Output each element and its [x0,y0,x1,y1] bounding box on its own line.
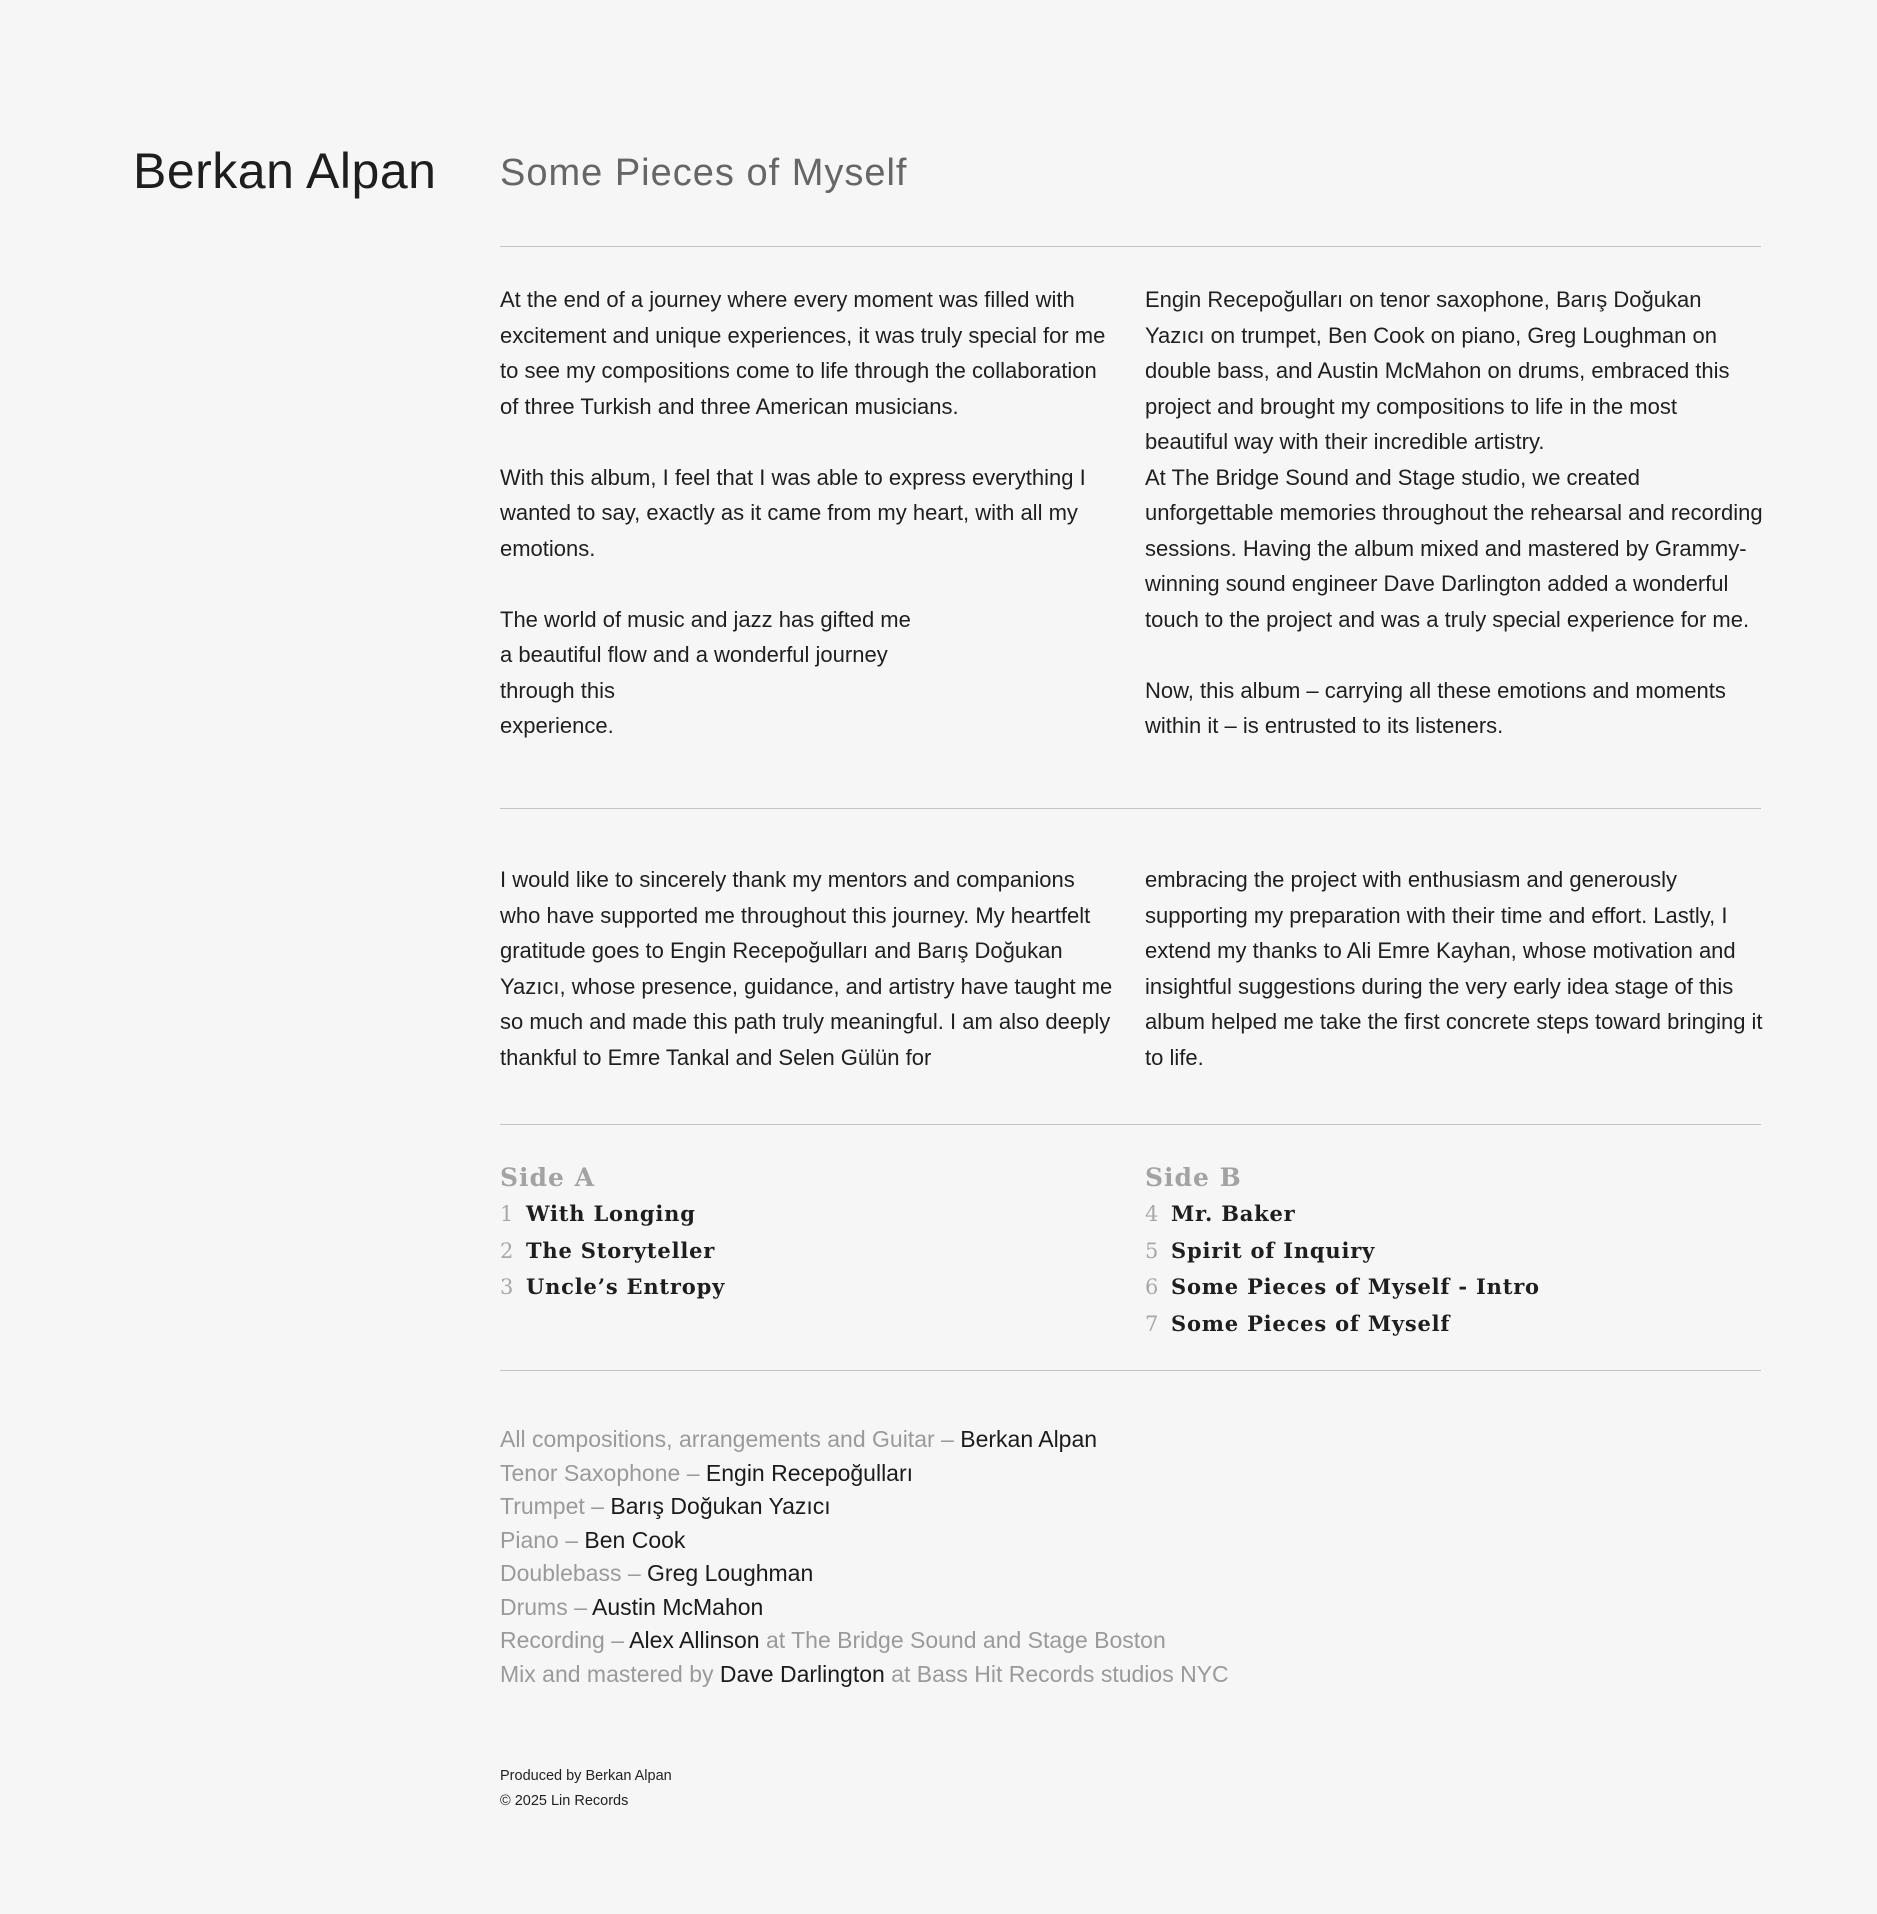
credit-name: Berkan Alpan [960,1426,1098,1452]
divider [500,1124,1761,1125]
copyright: © 2025 Lin Records [500,1793,629,1809]
credits-list [500,1423,1229,1691]
credit-suffix: at The Bridge Sound and Stage Boston [759,1627,1166,1653]
footer [500,1764,672,1814]
credit-role: Tenor Saxophone – [500,1459,706,1486]
track-item [500,1196,1120,1233]
liner-paragraph: experience. [500,713,614,738]
track-number: 5 [1145,1238,1160,1263]
liner-notes-right-column [1145,282,1765,744]
artist-name: Berkan Alpan [133,143,437,199]
credit-name: Barış Doğukan Yazıcı [610,1493,831,1519]
thanks-left-column [500,862,1120,1075]
credit-role: All compositions, arrangements and Guitar – [500,1426,961,1452]
track-number: 7 [1145,1311,1160,1336]
credit-name: Ben Cook [584,1526,686,1553]
credit-role: Trumpet – [500,1493,611,1519]
credit-line [500,1557,1229,1591]
credit-name: Dave Darlington [719,1660,885,1687]
side-b-tracklist [1145,1160,1765,1342]
side-b-heading: Side B [1145,1163,1242,1192]
track-title: Some Pieces of Myself [1171,1310,1451,1336]
liner-paragraph: Now, this album – carrying all these emotions and moments within it – is entrusted to its listeners. [1145,677,1726,738]
credit-line [500,1457,1229,1491]
liner-paragraph: With this album, I feel that I was able to express everything I wanted to say, exactly as it came from my heart, with all my emotions. [500,464,1086,561]
side-a-heading: Side A [500,1163,596,1192]
track-number: 3 [500,1275,515,1299]
liner-paragraph: At the end of a journey where every moment was filled with excitement and unique experiences, it was truly special for me to see my compositions come to life through the collaboration of three Turkish and three American musicians. [500,287,1106,419]
thanks-paragraph: embracing the project with enthusiasm and generously supporting my preparation with their time and effort. Lastly, I extend my thanks to Ali Emre Kayhan, whose motivation and insightful suggestions during the very early idea stage of this album helped me take the first concrete steps toward bringing it to life. [1145,867,1763,1070]
liner-notes-left-column [500,282,1120,744]
liner-paragraph: Engin Recepoğulları on tenor saxophone, Barış Doğukan Yazıcı on trumpet, Ben Cook on piano, Greg Loughman on double bass, and Austin McMahon on drums, embraced this project and brought my compositions to life in the most beautiful way with their incredible artistry. [1145,287,1730,454]
divider [500,246,1761,247]
produced-by: Produced by Berkan Alpan [500,1768,672,1784]
credit-line [500,1591,1229,1625]
credit-name: Engin Recepoğulları [705,1459,914,1486]
credit-name: Austin McMahon [592,1593,764,1620]
credit-role: Drums – [500,1593,593,1620]
credit-suffix: at Bass Hit Records studios NYC [884,1660,1229,1687]
credit-line [500,1490,1229,1524]
track-title: Uncle’s Entropy [526,1274,726,1299]
track-item [1145,1196,1765,1233]
thanks-right-column [1145,862,1765,1075]
credit-line [500,1658,1229,1692]
track-title: Mr. Baker [1171,1201,1296,1226]
divider [500,1370,1761,1371]
thanks-paragraph: I would like to sincerely thank my mentors and companions who have supported me throughout this journey. My heartfelt gratitude goes to Engin Recepoğulları and Barış Doğukan Yazıcı, whose presence, guidance, and artistry have taught me so much and made this path truly meaningful. I am also deeply thankful to Emre Tankal and Selen Gülün for [500,867,1113,1070]
track-number: 4 [1145,1202,1160,1226]
credit-line [500,1524,1229,1558]
credit-role: Recording – [500,1627,630,1653]
credit-role: Doublebass – [500,1560,648,1586]
track-number: 1 [500,1202,515,1226]
liner-paragraph: The world of music and jazz has gifted me a beautiful flow and a wonderful journey through this [500,606,911,703]
credit-name: Greg Loughman [647,1560,814,1586]
track-number: 2 [500,1238,515,1263]
track-title: With Longing [526,1201,696,1226]
credit-name: Alex Allinson [629,1627,760,1653]
credit-role: Mix and mastered by [500,1660,720,1687]
track-item [1145,1233,1765,1270]
track-title: Some Pieces of Myself - Intro [1171,1274,1540,1299]
credit-line [500,1423,1229,1457]
track-number: 6 [1145,1275,1160,1299]
track-title: The Storyteller [526,1237,716,1263]
divider [500,808,1761,809]
track-item [500,1269,1120,1306]
album-title: Some Pieces of Myself [500,152,908,194]
liner-paragraph: At The Bridge Sound and Stage studio, we created unforgettable memories throughout the rehearsal and recording sessions. Having the album mixed and mastered by Grammy-winning sound engineer Dave Darlington added a wonderful touch to the project and was a truly special experience for me. [1145,464,1763,632]
track-item [500,1233,1120,1270]
track-item [1145,1269,1765,1306]
credit-role: Piano – [500,1526,585,1553]
credit-line [500,1624,1229,1658]
side-a-tracklist [500,1160,1120,1306]
track-title: Spirit of Inquiry [1171,1237,1376,1263]
track-item [1145,1306,1765,1343]
